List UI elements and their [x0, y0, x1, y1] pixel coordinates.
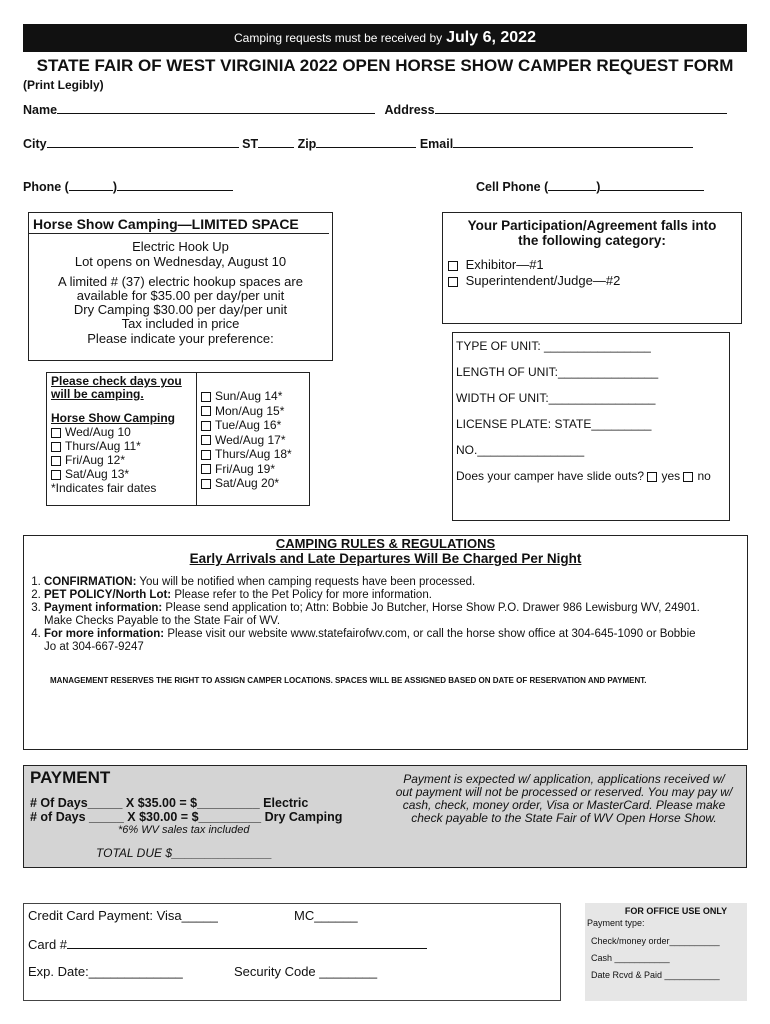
license-number-field[interactable]: NO.________________	[456, 443, 585, 457]
slide-outs-question	[456, 469, 729, 483]
payment-dry-row[interactable]: # of Days _____ X $30.00 = $_________ Dry Camping	[30, 810, 343, 824]
day-option[interactable]	[51, 439, 196, 453]
day-label: Sat/Aug 20*	[215, 476, 280, 490]
zip-label: Zip	[297, 137, 317, 151]
rule-text: Please refer to the Pet Policy for more information.	[171, 589, 432, 601]
day-option[interactable]	[51, 467, 196, 481]
management-notice: MANAGEMENT RESERVES THE RIGHT TO ASSIGN CAMPER LOCATIONS. SPACES WILL BE ASSIGNED BASED ON DATE OF RESERVATION AND PAYMENT.	[50, 676, 647, 685]
phone-area-field[interactable]	[69, 178, 113, 191]
phone-row	[23, 178, 233, 194]
cell-phone-label: Cell Phone (	[476, 180, 549, 194]
days-left-column	[47, 373, 197, 505]
camping-line-6: Tax included in price	[121, 316, 240, 331]
office-heading: FOR OFFICE USE ONLY	[624, 906, 728, 916]
payment-box	[23, 765, 747, 868]
rule-item	[44, 628, 704, 654]
camping-line-5: Dry Camping $30.00 per day/per unit	[73, 302, 288, 317]
city-field[interactable]	[47, 135, 239, 148]
category-option-label: Exhibitor—#1	[465, 257, 544, 272]
name-label: Name	[23, 103, 58, 117]
cell-area-field[interactable]	[548, 178, 596, 191]
rule-item	[44, 576, 704, 589]
office-check-field[interactable]: Check/money order__________	[591, 936, 720, 946]
day-label: Fri/Aug 19*	[215, 461, 276, 476]
day-label: Fri/Aug 12*	[65, 453, 126, 467]
day-option[interactable]	[51, 425, 196, 439]
rule-label: For more information:	[44, 628, 165, 640]
security-code-field[interactable]: Security Code ________	[234, 964, 378, 979]
rule-text: You will be notified when camping requests have been processed.	[136, 576, 476, 588]
exp-date-field[interactable]: Exp. Date:_____________	[28, 964, 183, 979]
city-label: City	[23, 137, 47, 151]
rules-subheading: Early Arrivals and Late Departures Will Be Charged Per Night	[189, 551, 582, 566]
category-heading-1: Your Participation/Agreement falls into	[467, 218, 717, 233]
phone-paren: )	[112, 180, 118, 194]
checkbox-icon[interactable]	[683, 472, 693, 482]
deadline-text: Camping requests must be received by	[234, 31, 443, 45]
days-heading-2: will be camping.	[51, 387, 144, 401]
checkbox-icon[interactable]	[201, 479, 211, 489]
rule-label: PET POLICY/North Lot:	[44, 589, 172, 601]
card-type-field[interactable]: Credit Card Payment: Visa_____	[28, 908, 218, 923]
checkbox-icon[interactable]	[201, 392, 211, 402]
deadline-banner	[23, 24, 747, 52]
camping-line-4: available for $35.00 per day/per unit	[76, 288, 285, 303]
category-box	[442, 212, 742, 324]
rule-text: Please visit our website www.statefairofwv.com, or call the horse show office at 304-645-1090 or Bobbie Jo at 304-667-9247	[44, 628, 696, 653]
camping-line-2: Lot opens on Wednesday, August 10	[74, 254, 287, 269]
office-cash-field[interactable]: Cash ___________	[591, 953, 670, 963]
day-label: Thurs/Aug 11*	[65, 439, 141, 453]
office-use-box	[585, 903, 747, 1001]
license-plate-field[interactable]: LICENSE PLATE: STATE_________	[456, 417, 652, 431]
email-field[interactable]	[453, 135, 693, 148]
day-label: Wed/Aug 10	[65, 425, 131, 439]
zip-field[interactable]	[316, 135, 416, 148]
rules-box	[23, 535, 748, 750]
day-option[interactable]	[201, 462, 292, 477]
card-number-field[interactable]	[67, 936, 427, 949]
name-field[interactable]	[57, 101, 375, 114]
card-number-label: Card #	[28, 937, 68, 952]
checkbox-icon[interactable]	[201, 421, 211, 431]
checkbox-icon[interactable]	[448, 277, 458, 287]
checkbox-icon[interactable]	[201, 435, 211, 445]
phone-field[interactable]	[117, 178, 233, 191]
payment-note: Payment is expected w/ application, applications received w/ out payment will not be processed or reserved. You may pay w/ cash, check, money order, Visa or MasterCard. Please make check payable to the State Fair of WV Open Horse Show.	[395, 772, 733, 825]
day-option[interactable]	[201, 418, 292, 433]
camping-line-3: A limited # (37) electric hookup spaces are	[58, 274, 303, 289]
office-payment-type: Payment type:	[587, 918, 645, 928]
day-label: Tue/Aug 16*	[215, 418, 282, 432]
cell-phone-row	[476, 178, 704, 194]
checkbox-icon[interactable]	[448, 261, 458, 271]
checkbox-icon[interactable]	[201, 450, 211, 460]
slide-yes-label: yes	[661, 469, 681, 483]
checkbox-icon[interactable]	[201, 406, 211, 416]
print-legibly-note: (Print Legibly)	[23, 78, 104, 92]
payment-heading: PAYMENT	[30, 768, 111, 787]
cell-paren: )	[596, 180, 601, 194]
address-field[interactable]	[435, 101, 727, 114]
days-subheading: Horse Show Camping	[51, 411, 176, 425]
fair-dates-note: *Indicates fair dates	[51, 481, 157, 495]
card-number-row	[28, 936, 427, 952]
day-label: Thurs/Aug 18*	[215, 447, 292, 461]
rule-text: Please send application to; Attn: Bobbie Jo Butcher, Horse Show P.O. Drawer 986 Lewisburg WV, 24901. Make Checks Payable to the State Fair of WV.	[44, 602, 700, 627]
rules-list	[20, 576, 704, 654]
checkbox-icon[interactable]	[51, 442, 61, 452]
category-option-judge[interactable]	[443, 273, 741, 289]
day-option[interactable]	[201, 404, 292, 419]
payment-electric-row[interactable]: # Of Days_____ X $35.00 = $_________ Electric	[30, 796, 309, 810]
email-label: Email	[419, 137, 454, 151]
day-option[interactable]	[201, 389, 292, 404]
checkbox-icon[interactable]	[647, 472, 657, 482]
cell-phone-field[interactable]	[600, 178, 704, 191]
camping-heading: Horse Show Camping—LIMITED SPACE	[33, 216, 299, 232]
office-date-field[interactable]: Date Rcvd & Paid ___________	[591, 970, 720, 980]
day-option[interactable]	[201, 476, 292, 491]
rules-heading: CAMPING RULES & REGULATIONS	[275, 536, 496, 551]
camping-info-box	[28, 212, 333, 361]
form-title: STATE FAIR OF WEST VIRGINIA 2022 OPEN HORSE SHOW CAMPER REQUEST FORM	[36, 56, 734, 75]
category-option-exhibitor[interactable]	[443, 257, 741, 273]
rule-item	[44, 589, 704, 602]
day-label: Wed/Aug 17*	[215, 432, 286, 447]
rule-label: CONFIRMATION:	[44, 576, 137, 588]
day-label: Sun/Aug 14*	[215, 389, 283, 403]
day-option[interactable]	[51, 453, 196, 467]
unit-type-field[interactable]: TYPE OF UNIT: ________________	[456, 339, 651, 353]
day-option[interactable]	[201, 447, 292, 462]
days-heading-1: Please check days you	[51, 374, 182, 388]
city-row	[23, 135, 693, 151]
credit-card-box	[23, 903, 561, 1001]
days-box	[46, 372, 310, 506]
checkbox-icon[interactable]	[51, 456, 61, 466]
day-label: Sat/Aug 13*	[65, 467, 130, 481]
slide-no-label: no	[697, 469, 711, 483]
total-due-field[interactable]: TOTAL DUE $_______________	[96, 846, 273, 860]
camping-line-1: Electric Hook Up	[132, 239, 229, 254]
unit-width-field[interactable]: WIDTH OF UNIT:________________	[456, 391, 656, 405]
state-label: ST	[242, 137, 259, 151]
day-label: Mon/Aug 15*	[215, 403, 285, 418]
checkbox-icon[interactable]	[51, 428, 61, 438]
phone-label: Phone (	[23, 180, 69, 194]
checkbox-icon[interactable]	[201, 464, 211, 474]
address-label: Address	[384, 103, 435, 117]
checkbox-icon[interactable]	[51, 470, 61, 480]
state-field[interactable]	[258, 135, 294, 148]
card-mc-field[interactable]: MC______	[294, 908, 358, 923]
unit-length-field[interactable]: LENGTH OF UNIT:_______________	[456, 365, 659, 379]
camping-line-7: Please indicate your preference:	[87, 331, 274, 346]
rule-item	[44, 602, 704, 628]
days-right-column	[197, 373, 292, 505]
tax-note: *6% WV sales tax included	[118, 824, 250, 836]
day-option[interactable]	[201, 433, 292, 448]
category-heading-2: the following category:	[518, 233, 666, 248]
rule-label: Payment information:	[44, 602, 163, 614]
unit-info-box	[452, 332, 730, 521]
name-row	[23, 101, 727, 117]
slide-outs-label: Does your camper have slide outs?	[456, 469, 645, 483]
category-option-label: Superintendent/Judge—#2	[465, 273, 621, 288]
deadline-date: July 6, 2022	[446, 29, 536, 46]
